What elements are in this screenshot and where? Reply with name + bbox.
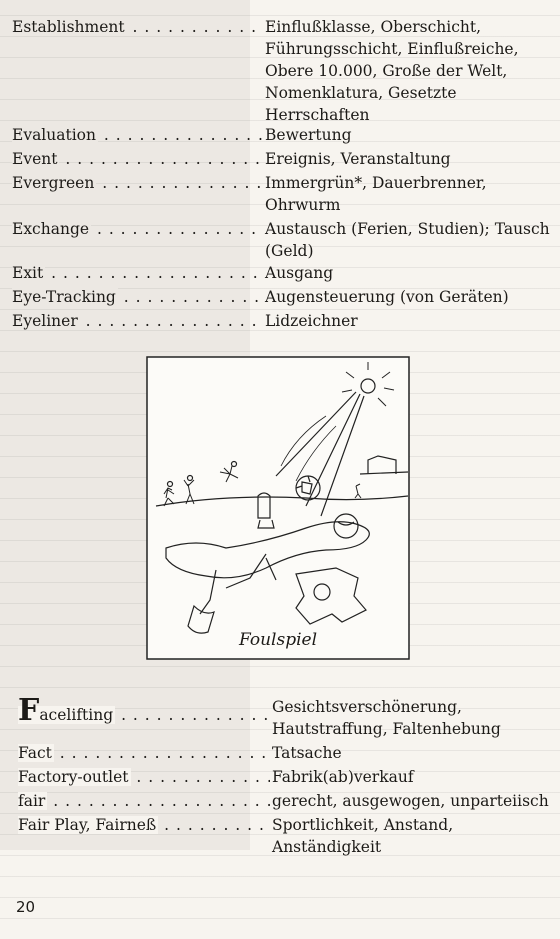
entry-term: Fact . . . — [18, 742, 270, 764]
entry-term: Event . . . — [12, 148, 262, 170]
cartoon-drawing — [146, 356, 410, 660]
entry-definition: Gesichtsverschönerung, Hautstraffung, Faltenhebung — [272, 698, 501, 738]
entry-term: Exchange . . . — [12, 218, 262, 240]
entry-definition: Fabrik(ab)verkauf — [272, 768, 414, 786]
section-initial-letter: F — [18, 696, 40, 726]
entry-term: Facelifting . . . — [18, 696, 270, 726]
entry-definition: Tatsache — [272, 744, 342, 762]
illustration-caption: Foulspiel — [238, 630, 318, 650]
entry-definition: Sportlichkeit, Anstand, Anständigkeit — [272, 816, 454, 856]
entry-definition: Ereignis, Veranstaltung — [265, 150, 451, 168]
entry-term: Eyeliner . . . — [12, 310, 262, 332]
entry-definition: Ausgang — [265, 264, 334, 282]
entry-definition: Lidzeichner — [265, 312, 358, 330]
entry-term: Factory-outlet . . . — [18, 766, 270, 788]
entry-definition: Bewertung — [265, 126, 352, 144]
entry-definition: Austausch (Ferien, Studien); Tausch (Geld) — [265, 220, 550, 260]
foulspiel-illustration — [146, 356, 410, 660]
entry-term: Establishment . . . — [12, 16, 262, 38]
page-number: 20 — [16, 898, 36, 916]
entry-term: Evergreen . . . — [12, 172, 262, 194]
entry-term: fair . . . — [18, 790, 270, 812]
entry-definition: Immergrün*, Dauerbrenner, Ohrwurm — [265, 174, 487, 214]
entry-term: Exit . . . — [12, 262, 262, 284]
entry-definition: gerecht, ausgewogen, unparteiisch — [272, 792, 549, 810]
entry-term: Evaluation . . . — [12, 124, 262, 146]
entry-definition: Einflußklasse, Oberschicht, Führungsschicht, Einflußreiche, Obere 10.000, Große der Welt, Nomenklatura, Gesetzte Herrschaften — [265, 18, 519, 124]
entry-definition: Augensteuerung (von Geräten) — [265, 288, 509, 306]
entry-term: Eye-Tracking . . . — [12, 286, 262, 308]
entry-term: Fair Play, Fairneß . . . — [18, 814, 270, 836]
